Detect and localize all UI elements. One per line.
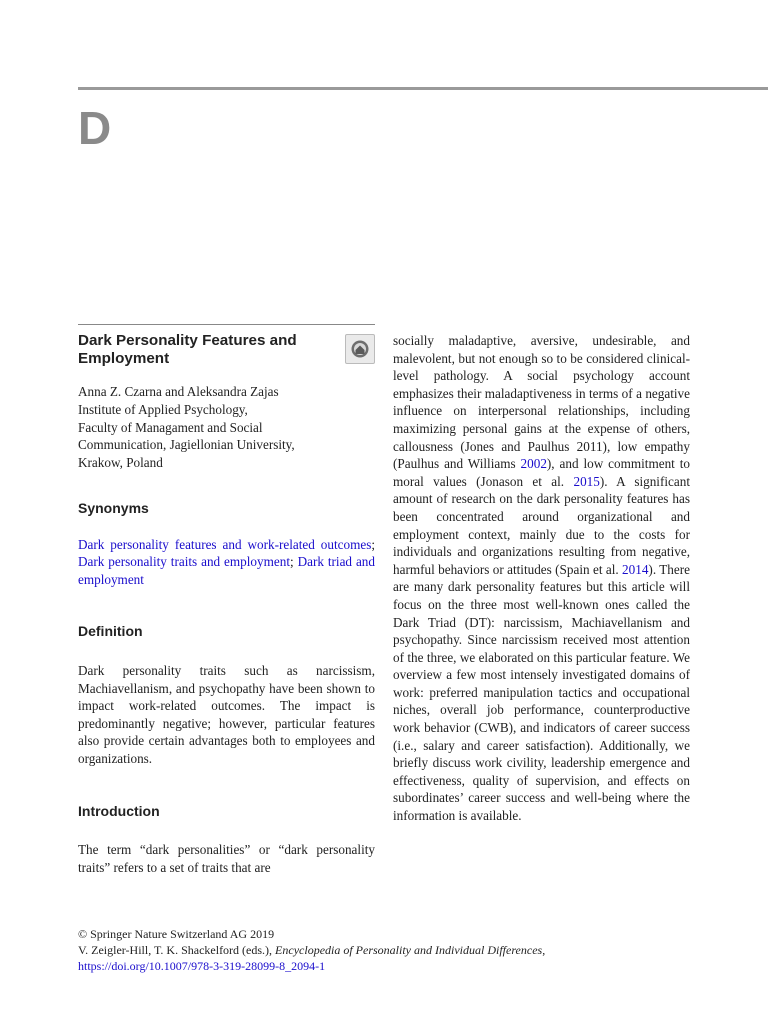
left-column	[78, 324, 375, 876]
definition-text: Dark personality traits such as narcissism, Machiavellanism, and psychopathy have been shown to impact work-related outcomes. The impact is predominantly negative; however, particular features also provide certain advantages both to employees and organizations.	[78, 662, 375, 766]
citation-link[interactable]: 2014	[622, 561, 649, 577]
introduction-text-left: The term “dark personalities” or “dark personality traits” refers to a set of traits that are	[78, 842, 375, 875]
synonym-separator: ;	[289, 554, 298, 570]
editors: V. Zeigler-Hill, T. K. Shackelford (eds.),	[78, 943, 276, 957]
citation-link[interactable]: 2002	[520, 456, 547, 472]
book-suffix: ,	[542, 943, 546, 957]
copyright-line: © Springer Nature Switzerland AG 2019	[78, 927, 275, 941]
crossmark-icon[interactable]	[345, 334, 375, 364]
affiliation-line: Faculty of Managament and Social	[78, 419, 263, 435]
right-column	[393, 332, 690, 825]
crossmark-glyph	[350, 339, 370, 359]
synonym-link[interactable]: Dark personality features and work-related outcomes	[78, 536, 372, 552]
citation-link[interactable]: 2015	[573, 473, 600, 489]
synonym-link[interactable]: Dark personality traits and employment	[78, 554, 290, 570]
doi-link[interactable]: https://doi.org/10.1007/978-3-319-28099-8_2094-1	[78, 959, 326, 973]
synonym-separator: ;	[371, 536, 375, 552]
affiliation-line: Institute of Applied Psychology,	[78, 401, 248, 417]
synonyms-list	[78, 536, 375, 589]
author-block	[78, 383, 375, 472]
introduction-heading: Introduction	[78, 802, 160, 819]
synonym-link[interactable]: Dark triad and employment	[78, 554, 375, 587]
title-row	[78, 332, 375, 368]
body-text: ). There are many dark personality features but this article will focus on the three most well-known ones called the Dark Triad (DT): narcissism, Machiavellanism and psychopathy. Since narcissism received most attention of the three, we elaborated on this particular feature. We overview a few most intensely investigated domains of work: preferred manipulation tactics and occupational niches, overall job performance, counterproductive work behavior (CWB), and indicators of career success (i.e., salary and career satisfaction). Additionally, we briefly discuss work civility, leadership emergence and effectiveness, quality of supervision, and effects on subordinates’ career success and well-being where the information is available.	[393, 561, 690, 824]
section-letter: D	[78, 102, 112, 154]
author-names: Anna Z. Czarna and Aleksandra Zajas	[78, 384, 279, 399]
footer	[78, 926, 545, 974]
synonyms-heading: Synonyms	[78, 499, 149, 516]
top-rule	[78, 87, 768, 90]
citation-line	[78, 942, 545, 958]
article-title: Dark Personality Features and Employment	[78, 332, 297, 367]
body-text: ), and low commitment to moral values (Jonason et al.	[393, 456, 690, 489]
definition-heading: Definition	[78, 623, 143, 640]
title-rule	[78, 324, 375, 325]
affiliation-line: Krakow, Poland	[78, 455, 163, 471]
affiliation-line: Communication, Jagiellonian University,	[78, 437, 295, 453]
book-title: Encyclopedia of Personality and Individual Differences	[275, 943, 543, 957]
body-text: socially maladaptive, aversive, undesirable, and malevolent, but not enough so to be considered clinical-level pathology. A social psychology account emphasizes their maladaptiveness in terms of a negative influence on interpersonal relationships, including maximizing personal gains at the expense of others, callousness (Jones and Paulhus 2011), low empathy (Paulhus and Williams	[393, 333, 690, 472]
body-text: ). A significant amount of research on the dark personality features has been concentrated around organizational and employment context, mainly due to the costs for individuals and organizations resulting from negative, harmful behaviors or attitudes (Spain et al.	[393, 473, 690, 577]
